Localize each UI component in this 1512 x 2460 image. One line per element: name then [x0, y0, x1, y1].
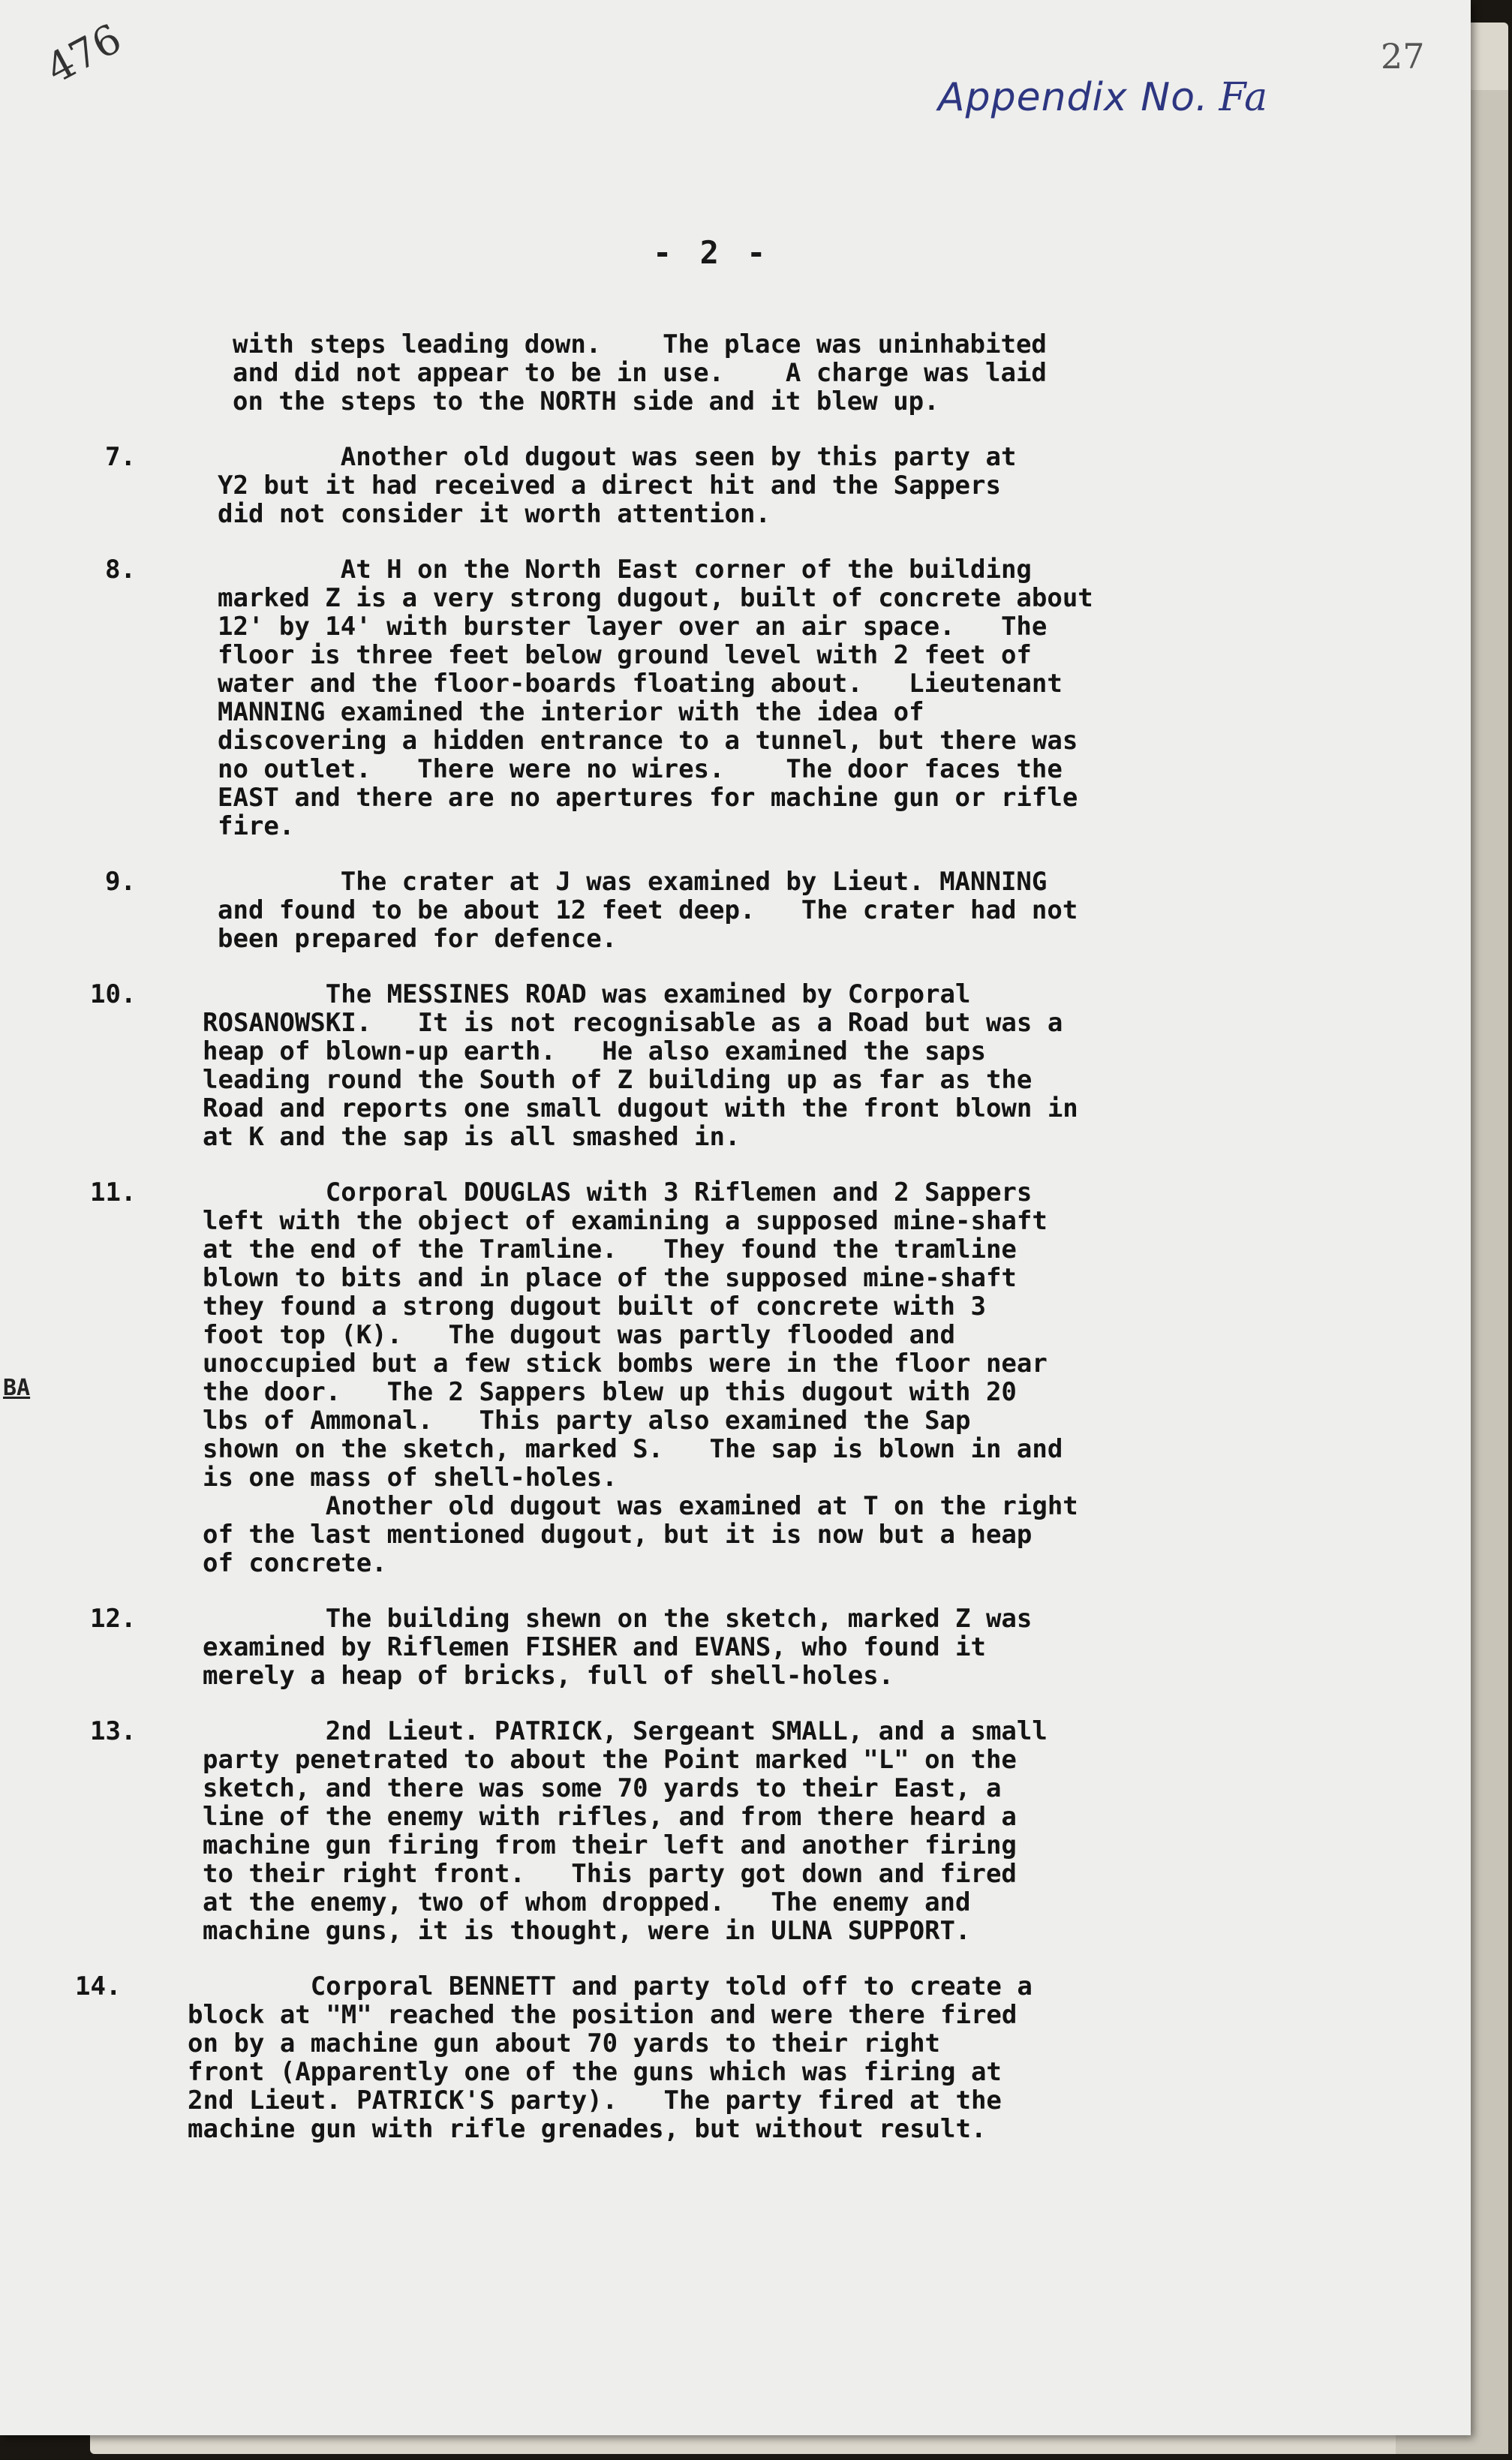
paragraph-number: 11.	[90, 1177, 137, 1207]
text-line: block at "M" reached the position and were there fired	[188, 2000, 1018, 2030]
text-line: at the enemy, two of whom dropped. The enemy and	[203, 1887, 971, 1917]
paragraph-number: 14.	[75, 1971, 122, 2001]
text-line: is one mass of shell-holes.	[203, 1463, 618, 1493]
text-line: water and the floor-boards floating about. Lieutenant	[218, 669, 1063, 699]
paragraph-number: 9.	[105, 867, 136, 897]
text-line: examined by Riflemen FISHER and EVANS, who found it	[203, 1632, 986, 1662]
text-line: been prepared for defence.	[218, 924, 618, 954]
paragraph	[75, 1971, 1358, 2144]
text-line: floor is three feet below ground level with 2 feet of	[218, 640, 1032, 670]
text-line: front (Apparently one of the guns which was firing at	[188, 2057, 1002, 2087]
text-line: they found a strong dugout built of concrete with 3	[203, 1292, 986, 1322]
text-line: the door. The 2 Sappers blew up this dugout with 20	[203, 1377, 1017, 1407]
text-line: machine guns, it is thought, were in ULNA SUPPORT.	[203, 1916, 971, 1946]
text-line: fire.	[218, 811, 295, 841]
text-line: left with the object of examining a supposed mine-shaft	[203, 1206, 1048, 1236]
paragraph	[105, 555, 1388, 841]
paragraph-number: 7.	[105, 442, 136, 472]
text-line: MANNING examined the interior with the idea of	[218, 697, 924, 727]
text-line: of concrete.	[203, 1548, 387, 1578]
text-line: line of the enemy with rifles, and from there heard a	[203, 1802, 1017, 1832]
paragraph	[90, 1604, 1373, 1691]
text-line: Corporal BENNETT and party told off to create a	[188, 1971, 1033, 2001]
text-line: blown to bits and in place of the supposed mine-shaft	[203, 1263, 1017, 1293]
text-line: The crater at J was examined by Lieut. MANNING	[218, 867, 1048, 897]
text-line: 2nd Lieut. PATRICK'S party). The party fired at the	[188, 2086, 1002, 2116]
paragraph	[90, 1177, 1373, 1578]
text-line: heap of blown-up earth. He also examined the saps	[203, 1036, 986, 1066]
appendix-value: Fa	[1219, 75, 1269, 120]
document-body	[75, 329, 1403, 2170]
margin-note: BA	[3, 1375, 31, 1401]
page-number: - 2 -	[653, 234, 771, 271]
text-line: 2nd Lieut. PATRICK, Sergeant SMALL, and a small	[203, 1716, 1048, 1746]
text-line: Another old dugout was seen by this party at	[218, 442, 1017, 472]
text-line: 12' by 14' with burster layer over an air space. The	[218, 612, 1048, 642]
text-line: party penetrated to about the Point marked "L" on the	[203, 1745, 1017, 1775]
sheet-number: 27	[1381, 36, 1425, 77]
text-line: ROSANOWSKI. It is not recognisable as a Road but was a	[203, 1008, 1063, 1038]
text-line: and did not appear to be in use. A charge was laid	[233, 358, 1047, 388]
appendix-label: Appendix No.	[938, 75, 1209, 120]
text-line: EAST and there are no apertures for machine gun or rifle	[218, 783, 1078, 813]
text-line: machine gun with rifle grenades, but without result.	[188, 2114, 987, 2144]
folio-number: 476	[38, 14, 129, 93]
text-line: Another old dugout was examined at T on the right	[203, 1491, 1078, 1521]
text-line: sketch, and there was some 70 yards to their East, a	[203, 1773, 1002, 1803]
paragraph	[105, 442, 1388, 529]
paragraph	[105, 867, 1388, 954]
paragraph-number: 12.	[90, 1604, 137, 1634]
text-line: unoccupied but a few stick bombs were in the floor near	[203, 1349, 1048, 1379]
text-line: of the last mentioned dugout, but it is now but a heap	[203, 1520, 1033, 1550]
text-line: Corporal DOUGLAS with 3 Riflemen and 2 Sappers	[203, 1177, 1033, 1207]
paragraph-number: 13.	[90, 1716, 137, 1746]
text-line: discovering a hidden entrance to a tunnel, but there was	[218, 726, 1078, 756]
text-line: marked Z is a very strong dugout, built of concrete about	[218, 583, 1093, 613]
text-line: no outlet. There were no wires. The door faces the	[218, 754, 1063, 784]
text-line: The MESSINES ROAD was examined by Corporal	[203, 979, 971, 1009]
text-line: shown on the sketch, marked S. The sap is blown in and	[203, 1434, 1063, 1464]
paragraph-number: 10.	[90, 979, 137, 1009]
text-line: to their right front. This party got down and fired	[203, 1859, 1017, 1889]
paragraph	[90, 979, 1373, 1152]
text-line: Road and reports one small dugout with the front blown in	[203, 1093, 1078, 1123]
paragraph-number: 8.	[105, 555, 136, 585]
appendix-stamp	[938, 75, 1268, 120]
text-line: leading round the South of Z building up as far as the	[203, 1065, 1033, 1095]
text-line: machine gun firing from their left and another firing	[203, 1830, 1017, 1860]
text-line: and found to be about 12 feet deep. The crater had not	[218, 895, 1078, 925]
text-line: Y2 but it had received a direct hit and the Sappers	[218, 471, 1001, 501]
text-line: foot top (K). The dugout was partly flooded and	[203, 1320, 956, 1350]
text-line: merely a heap of bricks, full of shell-holes.	[203, 1661, 894, 1691]
paragraph	[90, 1716, 1373, 1946]
text-line: did not consider it worth attention.	[218, 499, 771, 529]
text-line: at the end of the Tramline. They found the tramline	[203, 1235, 1017, 1265]
text-line: on the steps to the NORTH side and it blew up.	[233, 386, 939, 417]
text-line: At H on the North East corner of the building	[218, 555, 1032, 585]
text-line: lbs of Ammonal. This party also examined the Sap	[203, 1406, 971, 1436]
text-line: at K and the sap is all smashed in.	[203, 1122, 741, 1152]
text-line: The building shewn on the sketch, marked Z was	[203, 1604, 1033, 1634]
text-line: on by a machine gun about 70 yards to their right	[188, 2028, 941, 2059]
paragraph	[233, 330, 1403, 416]
text-line: with steps leading down. The place was uninhabited	[233, 329, 1047, 359]
